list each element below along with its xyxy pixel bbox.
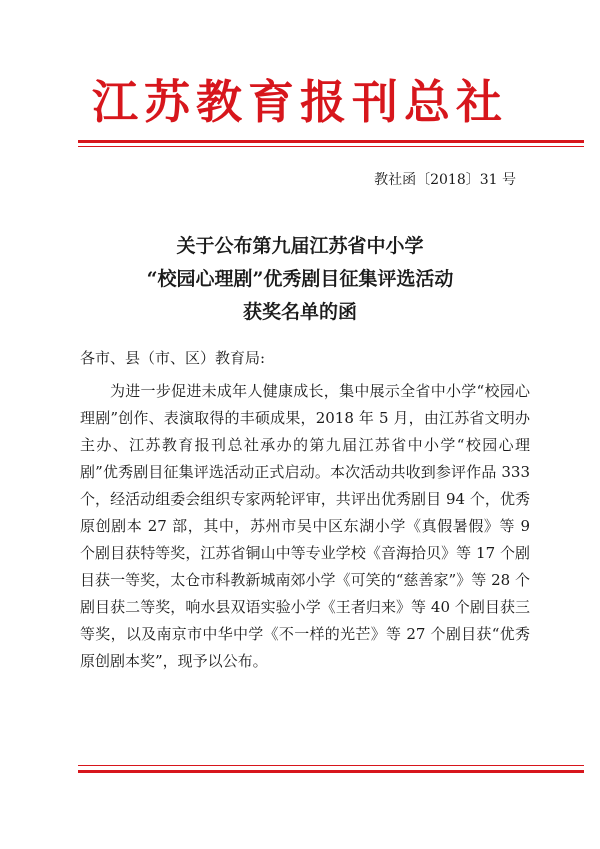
document-title-line: “校园心理剧”优秀剧目征集评选活动 (146, 268, 454, 290)
header-rule-thin (78, 146, 584, 147)
body-paragraph: 为进一步促进未成年人健康成长，集中展示全省中小学“校园心理剧”创作、表演取得的丰硕成果，2018 年 5 月，由江苏省文明办主办、江苏教育报刊总社承办的第九届江苏省中小学“校园心理剧”优秀剧目征集评选活动正式启动。本次活动共收到参评作品 333 个，经活动组委会组织专家两轮评审，共评出优秀剧目 94 个，优秀原创剧本 27 部，其中，苏州市吴中区东湖小学《真假暑假》等 9 个剧目获特等奖，江苏省铜山中等专业学校《音海拾贝》等 17 个剧目获一等奖，太仓市科教新城南郊小学《可笑的“慈善家”》等 28 个剧目获二等奖，响水县双语实验小学《王者归来》等 40 个剧目获三等奖，以及南京市中华中学《不一样的光芒》等 27 个剧目获“优秀原创剧本奖”，现予以公布。 (80, 382, 530, 670)
salutation: 各市、县（市、区）教育局: (80, 349, 266, 367)
document-title-line: 关于公布第九届江苏省中小学 (176, 235, 424, 257)
document-title (0, 230, 600, 329)
header-rule-thick (78, 140, 584, 143)
document-number: 教社函〔2018〕31 号 (374, 172, 516, 188)
footer-rule-thick (78, 770, 584, 773)
masthead-title: 江苏教育报刊总社 (92, 75, 508, 129)
footer-rule-thin (78, 765, 584, 766)
document-title-line: 获奖名单的函 (242, 301, 357, 323)
